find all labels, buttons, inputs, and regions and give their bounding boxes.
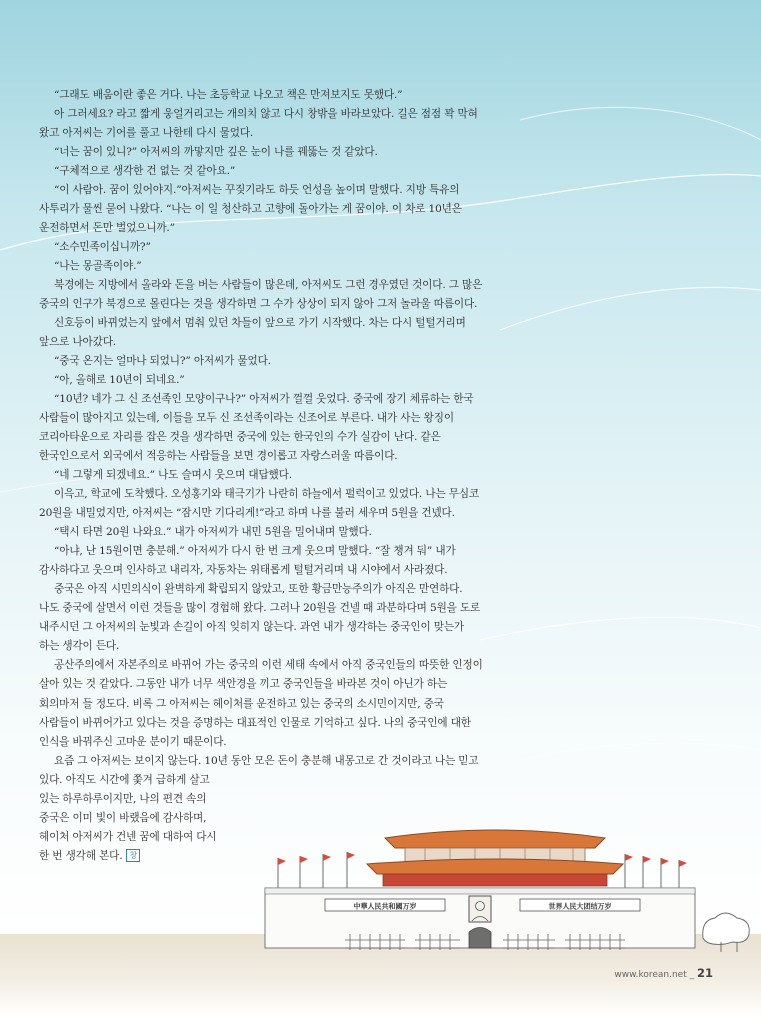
text-line — [39, 561, 519, 580]
text-line — [39, 276, 519, 295]
text-line — [39, 219, 519, 238]
text-line — [39, 162, 519, 181]
text-line-content: 사람들이 많아지고 있는데, 이들을 모두 신 조선족이라는 신조어로 부른다. 내가 사는 왕징이 — [39, 412, 454, 425]
text-line — [39, 200, 519, 219]
text-line — [39, 580, 519, 599]
text-line-content: 하는 생각이 든다. — [39, 640, 120, 653]
text-line-content: “이 사람아. 꿈이 있어야지.”아저씨는 꾸짖기라도 하듯 언성을 높이며 말했다. 지방 특유의 — [54, 184, 460, 197]
text-line — [39, 790, 519, 809]
text-line — [39, 409, 519, 428]
text-line — [39, 523, 519, 542]
text-line — [39, 656, 519, 675]
text-line — [39, 105, 519, 124]
text-line — [39, 504, 519, 523]
lower-roof — [367, 859, 623, 874]
text-line — [39, 675, 519, 694]
text-line — [39, 257, 519, 276]
flag-cloth-right — [625, 854, 687, 867]
text-line-content: 내주시던 그 아저씨의 눈빛과 손길이 아직 잊히지 않는다. 과연 내가 생각하는 중국인이 맞는가 — [39, 621, 464, 634]
text-line-content: 감사하다고 웃으며 인사하고 내리자, 자동차는 위태롭게 털털거리며 내 시야에서 사라졌다. — [39, 564, 448, 577]
text-line-content: 20원을 내밀었지만, 아저씨는 “잠시만 기다리게!”라고 하며 나를 불러 세우며 5원을 건넸다. — [39, 507, 455, 520]
text-line — [39, 599, 519, 618]
text-line — [39, 752, 519, 771]
flags-left — [278, 852, 347, 888]
left-banner-text: 中華人民共和國万岁 — [353, 902, 417, 911]
text-line — [39, 771, 519, 790]
page-footer — [614, 962, 713, 981]
text-line — [39, 428, 519, 447]
portrait — [469, 896, 491, 922]
text-line-content: 북경에는 지방에서 올라와 돈을 버는 사람들이 많은데, 아저씨도 그런 경우였던 것이다. 그 많은 — [54, 279, 483, 292]
text-line-content: 앞으로 나아갔다. — [39, 336, 117, 349]
text-line — [39, 295, 519, 314]
text-line-content: 코리아타운으로 자리를 잡은 것을 생각하면 중국에 있는 한국인의 수가 실감이 난다. 같은 — [39, 431, 441, 444]
text-line-content: “아냐, 난 15원이면 충분해.” 아저씨가 다시 한 번 크게 웃으며 말했다. “잘 챙겨 둬” 내가 — [54, 545, 456, 558]
text-line — [39, 86, 519, 105]
text-line — [39, 714, 519, 733]
right-banner-text: 世界人民大团结万岁 — [548, 902, 612, 911]
flag-cloth-left — [278, 852, 355, 865]
text-line — [39, 447, 519, 466]
text-line — [39, 733, 519, 752]
text-line — [39, 333, 519, 352]
text-line — [39, 695, 519, 714]
article-body — [39, 86, 519, 866]
text-line — [39, 143, 519, 162]
text-line-content: 운전하면서 돈만 벌었으니까.” — [39, 222, 175, 235]
flags-right — [625, 854, 679, 888]
text-line-content: “택시 타면 20원 나와요.” 내가 아저씨가 내민 5원을 밀어내며 말했다. — [54, 526, 372, 539]
text-line-content: 중국은 아직 시민의식이 완벽하게 확립되지 않았고, 또한 황금만능주의가 아직은 만연하다. — [54, 583, 463, 596]
text-line-content: 왔고 아저씨는 기어를 풀고 나한테 다시 물었다. — [39, 127, 254, 140]
text-line — [39, 352, 519, 371]
text-line-content: 요즘 그 아저씨는 보이지 않는다. 10년 동안 모은 돈이 충분해 내몽고로 간 것이라고 나는 믿고 — [54, 754, 479, 767]
text-line — [39, 390, 519, 409]
text-line-content: “구체적으로 생각한 건 없는 것 같아요.” — [54, 165, 236, 178]
text-line — [39, 124, 519, 143]
text-line-content: 이윽고, 학교에 도착했다. 오성홍기와 태극기가 나란히 하늘에서 펄럭이고 있었다. 나는 무심코 — [54, 488, 479, 501]
text-line-content: 아 그러세요? 라고 짧게 웅얼거리고는 개의치 않고 다시 창밖을 바라보았다. 길은 점점 꽉 막혀 — [54, 108, 478, 121]
text-line-content: 한국인으로서 외국에서 적응하는 사람들을 보면 경이롭고 자랑스러울 따름이다. — [39, 450, 398, 463]
text-line — [39, 542, 519, 561]
text-line-content: 중국은 이미 빛이 바랬음에 감사하며, — [39, 811, 207, 824]
text-line — [39, 371, 519, 390]
text-line-content: 신호등이 바뀌었는지 앞에서 멈춰 있던 차들이 앞으로 가기 시작했다. 차는 다시 털털거리며 — [54, 317, 466, 330]
text-line-content: 살아 있는 것 같았다. 그동안 내가 너무 색안경을 끼고 중국인들을 바라본 것이 아닌가 하는 — [39, 678, 448, 691]
text-line-content: “나는 몽골족이야.” — [54, 260, 142, 273]
text-line-content: 사람들이 바뀌어가고 있다는 것을 증명하는 대표적인 인물로 기억하고 싶다. 나의 중국인에 대한 — [39, 716, 471, 729]
text-line-content: “네 그렇게 되겠네요.” 나도 슬며시 웃으며 대답했다. — [54, 469, 292, 482]
text-line — [39, 637, 519, 656]
text-line-content: “소수민족이십니까?” — [54, 241, 151, 254]
text-line-content: “10년? 네가 그 신 조선족인 모양이구나?” 아저씨가 껄껄 웃었다. 중국에 장기 체류하는 한국 — [54, 393, 474, 406]
tiananmen-illustration — [255, 820, 761, 960]
text-line-content: 사투리가 물씬 묻어 나왔다. “나는 이 일 청산하고 고향에 돌아가는 게 꿈이야. 이 차로 10년은 — [39, 203, 462, 216]
text-line — [39, 485, 519, 504]
text-line-content: 한 번 생각해 본다. — [39, 849, 123, 862]
upper-roof — [385, 830, 605, 848]
text-line-content: “중국 온지는 얼마나 되었니?” 아저씨가 물었다. — [54, 355, 271, 368]
text-line — [39, 238, 519, 257]
text-line-content: 인식을 바꿔주신 고마운 분이기 때문이다. — [39, 735, 227, 748]
text-line-content: 헤이처 아저씨가 건넨 꿈에 대하여 다시 — [39, 830, 217, 843]
text-line — [39, 314, 519, 333]
page-number: 21 — [696, 966, 713, 980]
text-line-content: 회의마저 들 정도다. 비록 그 아저씨는 헤이처를 운전하고 있는 중국의 소시민이지만, 중국 — [39, 697, 444, 710]
end-mark-icon: 창 — [126, 849, 140, 862]
text-line-content: “아, 올해로 10년이 되네요.” — [54, 374, 185, 387]
text-line-content: 나도 중국에 살면서 이런 것들을 많이 경험해 왔다. 그러나 20원을 건넬 때 과분하다며 5원을 도로 — [39, 602, 481, 615]
text-line-content: 중국의 인구가 북경으로 몰린다는 것을 생각하면 그 수가 상상이 되지 않아 그저 놀라울 따름이다. — [39, 298, 478, 311]
footer-url: www.korean.net _ — [614, 970, 697, 980]
text-line-content: 공산주의에서 자본주의로 바뀌어 가는 중국의 이런 세태 속에서 아직 중국인들의 따뜻한 인정이 — [54, 659, 483, 672]
trees — [703, 913, 750, 952]
text-line — [39, 618, 519, 637]
text-line-content: 있다. 아직도 시간에 쫓겨 급하게 살고 — [39, 773, 210, 786]
text-line — [39, 466, 519, 485]
text-line — [39, 181, 519, 200]
text-line-content: “너는 꿈이 있니?” 아저씨의 까맣지만 깊은 눈이 나를 꿰뚫는 것 같았다. — [54, 146, 378, 159]
text-line-content: 있는 하루하루이지만, 나의 편견 속의 — [39, 792, 207, 805]
text-line-content: “그래도 배움이란 좋은 거다. 나는 초등학교 나오고 책은 만져보지도 못했다.” — [54, 89, 403, 101]
